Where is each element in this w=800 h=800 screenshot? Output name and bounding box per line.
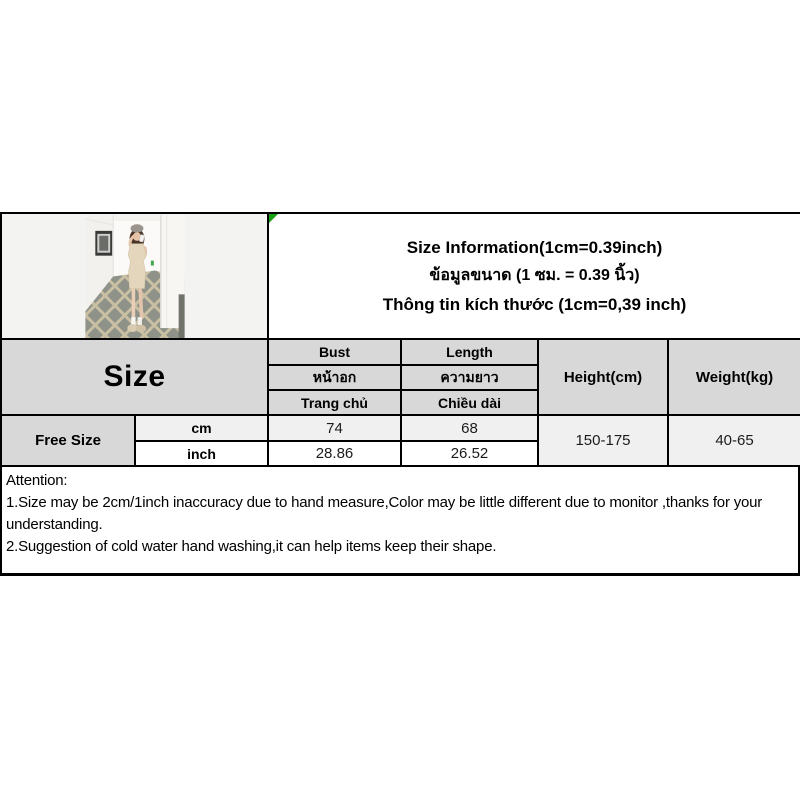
bust-header-vi: Trang chủ [268,390,401,415]
unit-cm-label: cm [135,415,268,441]
weight-header: Weight(kg) [668,339,800,415]
bust-inch-value: 28.86 [268,441,401,466]
attention-heading: Attention: [6,472,68,489]
free-size-label: Free Size [1,415,135,466]
bust-cm-value: 74 [268,415,401,441]
length-cm-value: 68 [401,415,538,441]
attention-note-1: 1.Size may be 2cm/1inch inaccuracy due to hand measure,Color may be little different due to monitor ,thanks for your understanding. [6,494,763,533]
header-row-english [1,339,800,365]
size-header-cell: Size [1,339,268,415]
height-range-value: 150-175 [538,415,668,466]
product-photo [85,215,185,338]
size-chart-table-wrap [0,212,800,576]
product-photo-cell [1,213,268,339]
data-row-cm [1,415,800,441]
title-thai: ข้อมูลขนาด (1 ซม. = 0.39 นิ้ว) [429,267,640,284]
bust-header-en: Bust [268,339,401,365]
bust-header-th: หน้าอก [268,365,401,390]
height-header: Height(cm) [538,339,668,415]
title-row [1,213,800,339]
size-information-header-cell [268,213,800,339]
title-english: Size Information(1cm=0.39inch) [406,238,663,257]
title-vietnamese: Thông tin kích thước (1cm=0,39 inch) [382,295,687,314]
attention-note-box [0,465,800,576]
attention-note-2: 2.Suggestion of cold water hand washing,it can help items keep their shape. [6,538,497,555]
length-header-vi: Chiều dài [401,390,538,415]
length-header-en: Length [401,339,538,365]
unit-inch-label: inch [135,441,268,466]
size-table [0,212,800,467]
green-corner-flag-icon [269,214,278,223]
weight-range-value: 40-65 [668,415,800,466]
length-inch-value: 26.52 [401,441,538,466]
length-header-th: ความยาว [401,365,538,390]
